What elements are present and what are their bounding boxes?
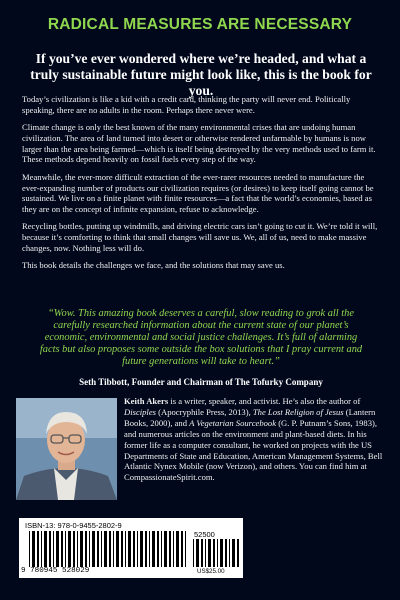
author-portrait-photo bbox=[16, 398, 117, 500]
author-bio bbox=[124, 396, 384, 483]
price-addon-barcode bbox=[193, 539, 239, 567]
barcode-block bbox=[19, 518, 243, 578]
headline: RADICAL MEASURES ARE NECESSARY bbox=[47, 16, 353, 33]
endorsement-attribution: Seth Tibbott, Founder and Chairman of The Tofurky Company bbox=[79, 377, 323, 387]
bio-text: (G. P. Putnam’s Sons, 1983), and numerous articles on the environment and plant-based diets. In his former life as a computer consultant, he worked on projects with the US Departments of State and Education, American Management Systems, Bell Atlantic Nynex Mobile (now Verizon), and others. You can find him at CompassionateSpirit.com. bbox=[124, 417, 383, 483]
description-paragraph: Meanwhile, the ever-more difficult extraction of the ever-rarer resources needed to manufacture the ever-expanding number of products our civilization requires (or desires) to keep itself going cannot be sustained. We live on a finite planet with finite resources—a fact that the world’s economies, based as they are on the concept of infinite expansion, refuse to acknowledge. bbox=[22, 171, 374, 215]
description-paragraph: This book details the challenges we face, and the solutions that may save us. bbox=[22, 260, 285, 271]
author-name: Keith Akers bbox=[124, 396, 169, 406]
isbn-label: ISBN-13: 978-0-9455-2802-9 bbox=[25, 521, 122, 530]
ean-13-barcode bbox=[29, 531, 187, 567]
barcode-digits: 9 780945 528029 bbox=[21, 567, 90, 575]
price-label: US$25.00 bbox=[197, 568, 225, 575]
price-code: 52500 bbox=[194, 530, 215, 539]
bio-book-title: A Vegetarian Sourcebook bbox=[189, 417, 277, 428]
endorsement-quote: “Wow. This amazing book deserves a careful, slow reading to grok all the carefully researched information about the current state of our planet’s economic, environmental and social justice challenges. It’s full of alarming facts but also proposes some outside the box solutions that I pray current and future generations will take to heart.” bbox=[39, 308, 363, 367]
description-paragraph: Today’s civilization is like a kid with a credit card, thinking the party will never end. Politically speaking, there are no adults in the room. Perhaps there never were. bbox=[22, 94, 351, 115]
description-paragraph: Recycling bottles, putting up windmills, and driving electric cars isn’t going to cut it. We’re told it will, because it’s comforting to think that small changes will save us. We, all of us, need to make massive changes, now. Nothing less will do. bbox=[22, 221, 378, 254]
bio-text: (Apocryphile Press, 2013), bbox=[155, 406, 253, 417]
description-paragraph: Climate change is only the best known of the many environmental crises that are undoing human civilization. The area of land turned into desert or otherwise rendered unfarmable by humans is now larger than the area being farmed—which is itself being destroyed by the very methods used to farm it. These methods depend heavily on fossil fuels every step of the way. bbox=[22, 122, 376, 165]
bio-text: is a writer, speaker, and activist. He’s also the author of bbox=[168, 396, 361, 406]
description-body bbox=[22, 94, 380, 278]
bio-book-title: Disciples bbox=[124, 406, 156, 417]
bio-text: (Lantern Books, 2000), and bbox=[124, 406, 376, 428]
bio-book-title: The Lost Religion of Jesus bbox=[252, 406, 344, 417]
lead-paragraph: If you’ve ever wondered where we’re headed, and what a truly sustainable future might look like, this is the book for you. bbox=[30, 51, 372, 98]
